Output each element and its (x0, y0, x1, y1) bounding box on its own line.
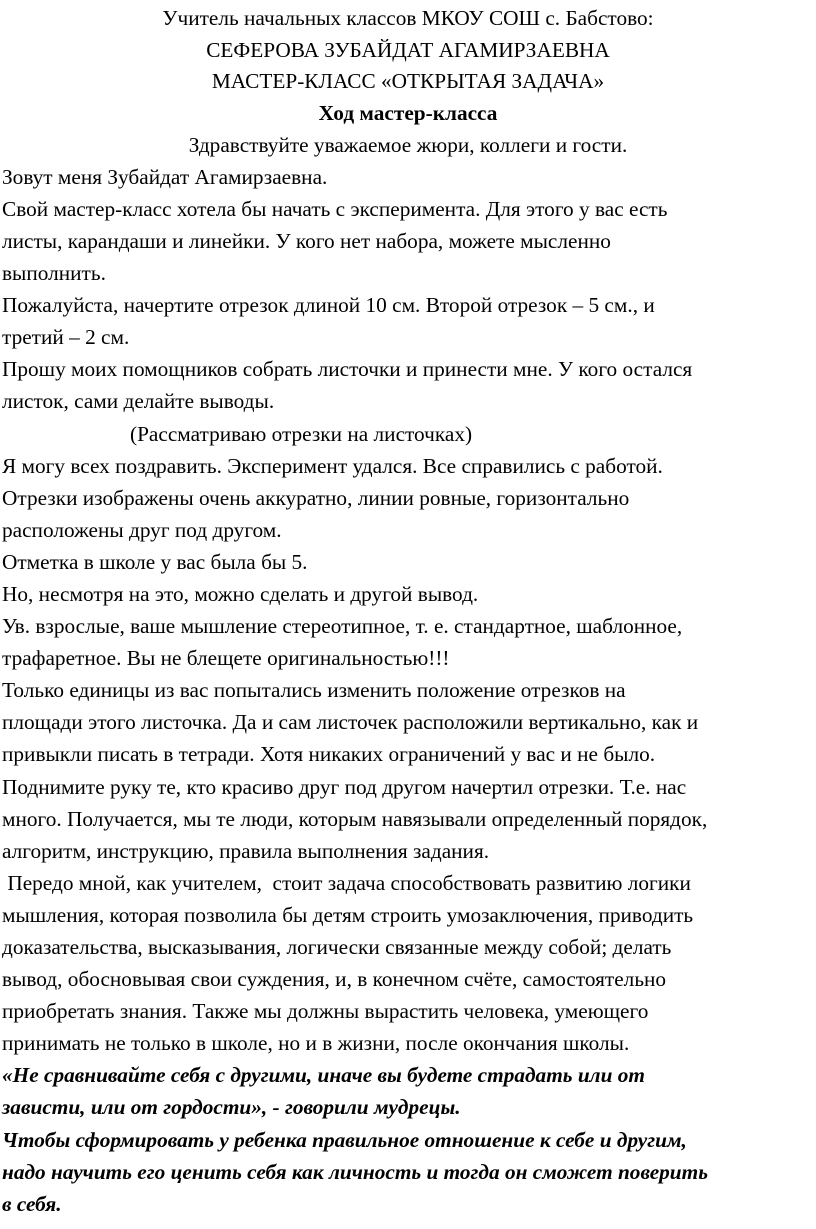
paragraph-line: принимать не только в школе, но и в жизни, после окончания школы. (2, 1031, 630, 1055)
paragraph-line: мышления, которая позволила бы детям строить умозаключения, приводить (2, 903, 694, 927)
paragraph-line: вывод, обосновывая свои суждения, и, в конечном счёте, самостоятельно (2, 967, 667, 991)
paragraph-line: Свой мастер-класс хотела бы начать с эксперимента. Для этого у вас есть (2, 197, 668, 221)
paragraph-line: Зовут меня Зубайдат Агамирзаевна. (2, 165, 328, 189)
paragraph-line: Отрезки изображены очень аккуратно, линии ровные, горизонтально (2, 486, 630, 510)
paragraph-line: листы, карандаши и линейки. У кого нет набора, можете мысленно (2, 229, 611, 253)
quote-line: в себя. (2, 1192, 62, 1216)
quote-line: «Не сравнивайте себя с другими, иначе вы будете страдать или от (2, 1063, 645, 1087)
greeting-line: Здравствуйте уважаемое жюри, коллеги и гости. (188, 133, 628, 157)
paragraph-line: Отметка в школе у вас была бы 5. (2, 550, 308, 574)
quote-line: надо научить его ценить себя как личность и тогда он сможет поверить (2, 1160, 708, 1184)
paragraph-line: третий – 2 см. (2, 325, 130, 349)
paragraph-line: Поднимите руку те, кто красиво друг под другом начертил отрезки. Т.е. нас (2, 775, 687, 799)
paragraph-line: выполнить. (2, 261, 106, 285)
section-title: Ход мастер-класса (318, 101, 498, 125)
paragraph-line: приобретать знания. Также мы должны вырастить человека, умеющего (2, 999, 649, 1023)
paragraph-line: Но, несмотря на это, можно сделать и другой вывод. (2, 582, 479, 606)
paragraph-line: листок, сами делайте выводы. (2, 389, 275, 413)
paragraph-line: Только единицы из вас попытались изменить положение отрезков на (2, 678, 626, 702)
paragraph-line: трафаретное. Вы не блещете оригинальностью!!! (2, 646, 450, 670)
paragraph-line: расположены друг под другом. (2, 518, 282, 542)
paragraph-line: много. Получается, мы те люди, которым навязывали определенный порядок, (2, 807, 708, 831)
quote-line: зависти, или от гордости», - говорили мудрецы. (2, 1095, 461, 1119)
paragraph-line: Ув. взрослые, ваше мышление стереотипное, т. е. стандартное, шаблонное, (2, 614, 683, 638)
paragraph-line: привыкли писать в тетради. Хотя никаких ограничений у вас и не было. (2, 742, 656, 766)
master-class-title: МАСТЕР-КЛАСС «ОТКРЫТАЯ ЗАДАЧА» (211, 69, 605, 93)
paragraph-line: Передо мной, как учителем, стоит задача способствовать развитию логики (2, 871, 691, 895)
paragraph-line: Прошу моих помощников собрать листочки и принести мне. У кого остался (2, 357, 693, 381)
author-name: СЕФЕРОВА ЗУБАЙДАТ АГАМИРЗАЕВНА (206, 38, 610, 62)
quote-line: Чтобы сформировать у ребенка правильное отношение к себе и другим, (2, 1128, 687, 1152)
author-line: Учитель начальных классов МКОУ СОШ с. Бабстово: (162, 6, 654, 30)
paragraph-line: Пожалуйста, начертите отрезок длиной 10 см. Второй отрезок – 5 см., и (2, 293, 655, 317)
stage-direction: (Рассматриваю отрезки на листочках) (130, 422, 473, 446)
paragraph-line: площади этого листочка. Да и сам листочек расположили вертикально, как и (2, 710, 699, 734)
paragraph-line: алгоритм, инструкцию, правила выполнения задания. (2, 839, 490, 863)
paragraph-line: доказательства, высказывания, логически связанные между собой; делать (2, 935, 672, 959)
paragraph-line: Я могу всех поздравить. Эксперимент удался. Все справились с работой. (2, 454, 663, 478)
